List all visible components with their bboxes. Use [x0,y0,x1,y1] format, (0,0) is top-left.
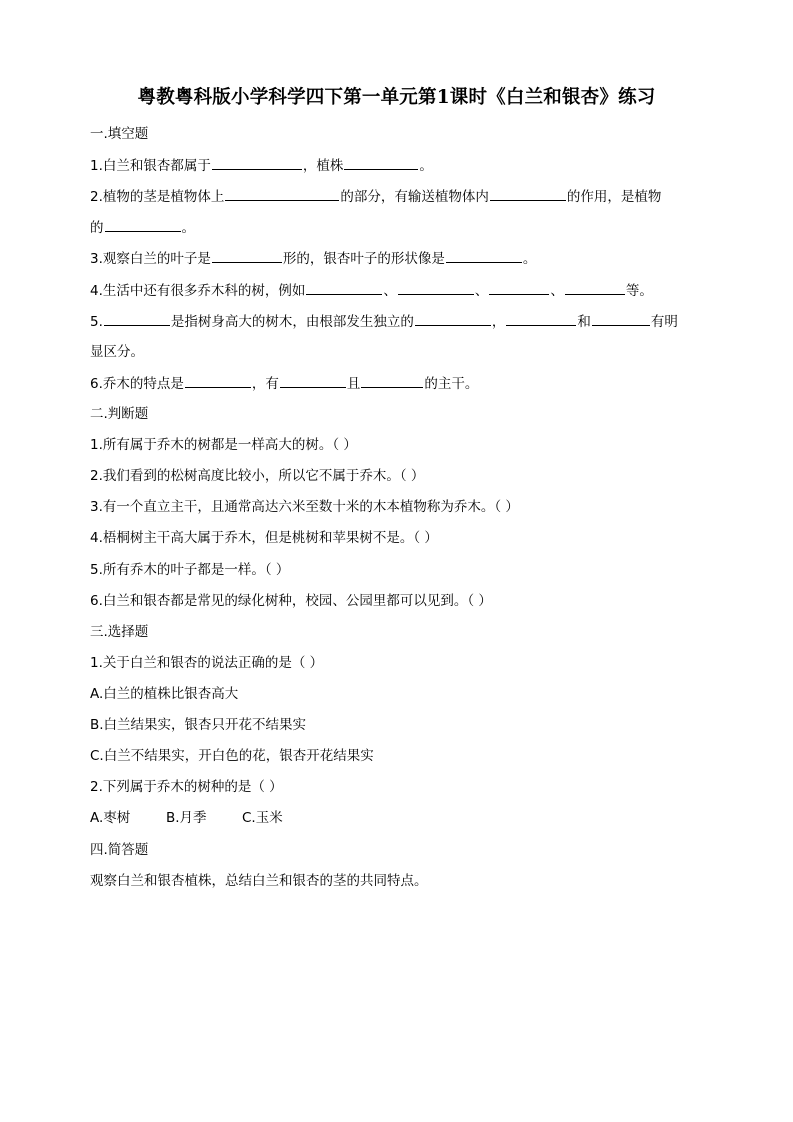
answer-blank[interactable] [105,217,181,232]
fill-question-3: 3.观察白兰的叶子是 形的，银杏叶子的形状像是 。 [90,248,536,269]
answer-blank[interactable] [490,186,566,201]
answer-blank[interactable] [361,373,423,388]
choice-option: B.白兰结果实，银杏只开花不结果实 [90,717,307,733]
page-title: 粤教粤科版小学科学四下第一单元第1课时《白兰和银杏》练习 [137,87,656,108]
fill-question-2-cont: 的 。 [90,217,195,238]
section-heading-fill-in: 一.填空题 [90,126,149,142]
judge-question: 5.所有乔木的叶子都是一样。（ ） [90,562,290,578]
answer-blank[interactable] [185,373,251,388]
fill-question-5: 5. 是指树身高大的树木，由根部发生独立的 ， 和 有明 [90,311,678,332]
answer-blank[interactable] [565,280,625,295]
answer-blank[interactable] [306,280,382,295]
answer-blank[interactable] [446,248,522,263]
answer-blank[interactable] [212,248,282,263]
judge-question: 3.有一个直立主干，且通常高达六米至数十米的木本植物称为乔木。（ ） [90,499,519,515]
answer-blank[interactable] [592,311,650,326]
choice-options-row [90,808,283,828]
choice-option: C.玉米 [242,810,283,826]
choice-option: A.白兰的植株比银杏高大 [90,686,239,702]
fill-question-2: 2.植物的茎是植物体上 的部分，有输送植物体内 的作用，是植物 [90,186,661,207]
judge-question: 4.梧桐树主干高大属于乔木，但是桃树和苹果树不是。（ ） [90,530,438,546]
choice-option: B.月季 [166,810,207,826]
judge-question: 1.所有属于乔木的树都是一样高大的树。（ ） [90,437,357,453]
answer-blank[interactable] [398,280,474,295]
choice-option: C.白兰不结果实，开白色的花，银杏开花结果实 [90,748,374,764]
answer-blank[interactable] [506,311,576,326]
section-heading-multiple-choice: 三.选择题 [90,624,149,640]
fill-question-6: 6.乔木的特点是 ，有 且 的主干。 [90,373,478,394]
answer-blank[interactable] [225,186,339,201]
answer-blank[interactable] [104,311,170,326]
judge-question: 6.白兰和银杏都是常见的绿化树种，校园、公园里都可以见到。（ ） [90,593,492,609]
choice-option: A.枣树 [90,810,131,826]
fill-question-5-cont: 显区分。 [90,344,144,360]
fill-question-1: 1.白兰和银杏都属于 ，植株 。 [90,155,433,176]
choice-question-2: 2.下列属于乔木的树种的是（ ） [90,779,283,795]
answer-blank[interactable] [415,311,491,326]
section-heading-true-false: 二.判断题 [90,406,149,422]
judge-question: 2.我们看到的松树高度比较小，所以它不属于乔木。（ ） [90,468,425,484]
answer-blank[interactable] [489,280,549,295]
section-heading-short-answer: 四.简答题 [90,842,149,858]
fill-question-4: 4.生活中还有很多乔木科的树，例如 、 、 、 等。 [90,280,653,301]
choice-question-1: 1.关于白兰和银杏的说法正确的是（ ） [90,655,324,671]
answer-blank[interactable] [212,155,302,170]
short-answer-question: 观察白兰和银杏植株，总结白兰和银杏的茎的共同特点。 [90,873,428,889]
answer-blank[interactable] [344,155,418,170]
answer-blank[interactable] [280,373,346,388]
